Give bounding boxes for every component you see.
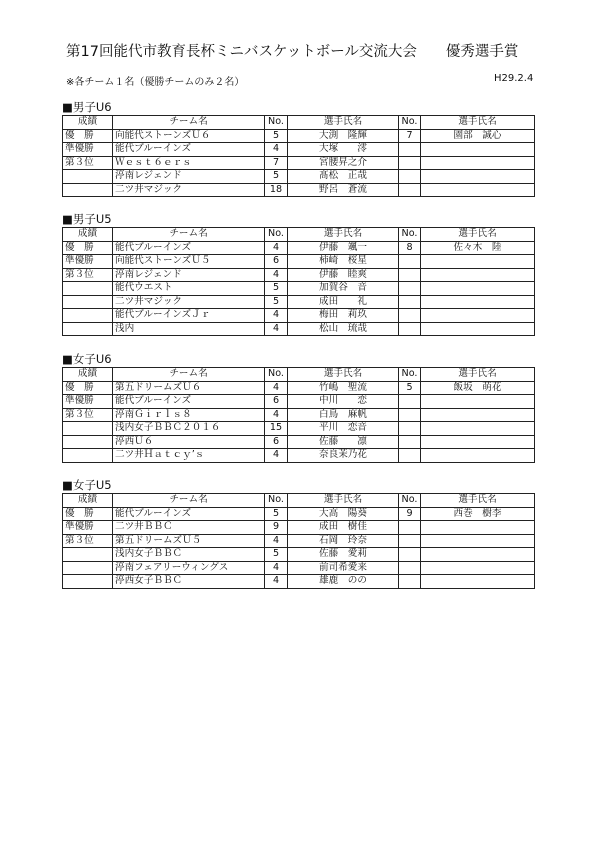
number-cell: 5 [265, 129, 288, 143]
number2-cell [399, 395, 421, 409]
number-cell: 6 [265, 395, 288, 409]
no2-header: No. [399, 368, 421, 382]
number-cell: 5 [265, 170, 288, 184]
team-cell: 浅内女子ＢＢＣ２０１６ [113, 422, 265, 436]
rank-header: 成績 [63, 368, 113, 382]
player2-cell [421, 561, 535, 575]
table-row [63, 521, 535, 535]
event-date: H29.2.4 [494, 73, 534, 84]
section-boys-u5 [62, 212, 535, 336]
number2-cell: 7 [399, 129, 421, 143]
team-cell: 渟南レジェンド [113, 170, 265, 184]
number2-cell [399, 170, 421, 184]
table-row [63, 561, 535, 575]
number-cell: 4 [265, 322, 288, 336]
rank-cell: 第３位 [63, 156, 113, 170]
award-table [62, 367, 535, 463]
player-header: 選手氏名 [288, 228, 399, 242]
player2-cell [421, 548, 535, 562]
player2-cell: 佐々木 陸 [421, 241, 535, 255]
team-cell: 第五ドリームズＵ５ [113, 534, 265, 548]
table-row [63, 507, 535, 521]
number-cell: 4 [265, 381, 288, 395]
rank-cell: 優 勝 [63, 129, 113, 143]
number-cell: 5 [265, 295, 288, 309]
no-header: No. [265, 494, 288, 508]
player2-cell: 園部 誠心 [421, 129, 535, 143]
section-heading: ■女子U6 [62, 352, 112, 366]
rank-cell [63, 449, 113, 463]
table-row [63, 395, 535, 409]
no2-header: No. [399, 116, 421, 130]
no2-header: No. [399, 494, 421, 508]
player2-cell [421, 156, 535, 170]
rank-cell: 準優勝 [63, 255, 113, 269]
number-cell: 4 [265, 575, 288, 589]
section-heading: ■男子U5 [62, 212, 112, 226]
team-cell: 能代ブルーインズＪｒ [113, 309, 265, 323]
rank-cell [63, 322, 113, 336]
number-cell: 4 [265, 534, 288, 548]
player-cell: 野呂 蒼流 [288, 183, 399, 197]
number2-cell [399, 575, 421, 589]
player2-cell [421, 309, 535, 323]
player2-cell [421, 422, 535, 436]
number-cell: 4 [265, 268, 288, 282]
rank-header: 成績 [63, 228, 113, 242]
rank-cell: 優 勝 [63, 241, 113, 255]
player-cell: 白鳥 麻帆 [288, 408, 399, 422]
number2-cell [399, 143, 421, 157]
player-cell: 伊藤 睦爽 [288, 268, 399, 282]
rank-cell [63, 561, 113, 575]
number2-cell [399, 561, 421, 575]
table-row [63, 408, 535, 422]
team-cell: 渟南Ｇｉｒｌｓ８ [113, 408, 265, 422]
player-cell: 大塚 澪 [288, 143, 399, 157]
table-row [63, 309, 535, 323]
player-cell: 中川 恋 [288, 395, 399, 409]
team-cell: 能代ブルーインズ [113, 507, 265, 521]
team-cell: 渟南レジェンド [113, 268, 265, 282]
number-cell: 15 [265, 422, 288, 436]
player-cell: 成田 樹佳 [288, 521, 399, 535]
number2-cell: 5 [399, 381, 421, 395]
number2-cell [399, 521, 421, 535]
table-row [63, 143, 535, 157]
table-row [63, 156, 535, 170]
section-girls-u5 [62, 478, 535, 589]
player2-cell: 西巻 樹李 [421, 507, 535, 521]
table-row [63, 295, 535, 309]
table-row [63, 322, 535, 336]
team-cell: 向能代ストーンズＵ５ [113, 255, 265, 269]
page-title: 第17回能代市教育長杯ミニバスケットボール交流大会 優秀選手賞 [66, 44, 519, 60]
rank-cell [63, 575, 113, 589]
player2-cell [421, 395, 535, 409]
rank-header: 成績 [63, 494, 113, 508]
table-row [63, 575, 535, 589]
team-header: チーム名 [113, 116, 265, 130]
rank-cell: 第３位 [63, 534, 113, 548]
table-row [63, 183, 535, 197]
number2-cell [399, 255, 421, 269]
player-cell: 佐藤 愛莉 [288, 548, 399, 562]
table-header-row [63, 494, 535, 508]
team-header: チーム名 [113, 228, 265, 242]
player-header: 選手氏名 [288, 116, 399, 130]
number-cell: 4 [265, 561, 288, 575]
team-header: チーム名 [113, 368, 265, 382]
rank-cell: 第３位 [63, 268, 113, 282]
player2-cell [421, 295, 535, 309]
player-header: 選手氏名 [288, 494, 399, 508]
player2-cell [421, 170, 535, 184]
table-row [63, 435, 535, 449]
number2-cell [399, 322, 421, 336]
number2-cell [399, 183, 421, 197]
award-note: ※各チーム１名（優勝チームのみ２名） [66, 77, 245, 88]
player-cell: 雄鹿 のの [288, 575, 399, 589]
rank-cell [63, 422, 113, 436]
rank-cell [63, 282, 113, 296]
player2-cell: 飯坂 萌花 [421, 381, 535, 395]
number-cell: 7 [265, 156, 288, 170]
rank-cell [63, 309, 113, 323]
player-cell: 平川 恋音 [288, 422, 399, 436]
team-cell: Ｗｅｓｔ６ｅｒｓ [113, 156, 265, 170]
number2-cell [399, 548, 421, 562]
player2-cell [421, 521, 535, 535]
section-girls-u6 [62, 352, 535, 463]
number-cell: 5 [265, 548, 288, 562]
number2-cell [399, 156, 421, 170]
number-cell: 4 [265, 241, 288, 255]
team-cell: 渟西女子ＢＢＣ [113, 575, 265, 589]
player-cell: 柿崎 桜星 [288, 255, 399, 269]
number2-cell [399, 435, 421, 449]
table-row [63, 255, 535, 269]
player-cell: 竹嶋 聖流 [288, 381, 399, 395]
player-cell: 大高 陽葵 [288, 507, 399, 521]
number2-cell [399, 449, 421, 463]
player-cell: 大渕 隆輝 [288, 129, 399, 143]
team-cell: 能代ブルーインズ [113, 143, 265, 157]
team-header: チーム名 [113, 494, 265, 508]
player-cell: 前司希愛来 [288, 561, 399, 575]
number2-cell: 8 [399, 241, 421, 255]
table-header-row [63, 228, 535, 242]
team-cell: 能代ブルーインズ [113, 241, 265, 255]
rank-cell: 第３位 [63, 408, 113, 422]
number2-cell [399, 268, 421, 282]
section-boys-u6 [62, 100, 535, 197]
number-cell: 5 [265, 507, 288, 521]
section-heading: ■女子U5 [62, 478, 112, 492]
player2-header: 選手氏名 [421, 116, 535, 130]
rank-cell: 優 勝 [63, 381, 113, 395]
table-row [63, 548, 535, 562]
player2-cell [421, 449, 535, 463]
table-row [63, 241, 535, 255]
number-cell: 18 [265, 183, 288, 197]
no-header: No. [265, 116, 288, 130]
table-row [63, 268, 535, 282]
rank-cell [63, 435, 113, 449]
team-cell: 第五ドリームズＵ６ [113, 381, 265, 395]
number2-cell [399, 309, 421, 323]
player2-header: 選手氏名 [421, 228, 535, 242]
table-row [63, 381, 535, 395]
team-cell: 能代ウエスト [113, 282, 265, 296]
no2-header: No. [399, 228, 421, 242]
rank-cell [63, 183, 113, 197]
player-header: 選手氏名 [288, 368, 399, 382]
award-table [62, 115, 535, 197]
team-cell: 浅内 [113, 322, 265, 336]
player-cell: 奈良茉乃花 [288, 449, 399, 463]
team-cell: 能代ブルーインズ [113, 395, 265, 409]
award-table [62, 493, 535, 589]
no-header: No. [265, 368, 288, 382]
rank-header: 成績 [63, 116, 113, 130]
player2-cell [421, 534, 535, 548]
number-cell: 4 [265, 143, 288, 157]
player-cell: 加賀谷 音 [288, 282, 399, 296]
section-heading: ■男子U6 [62, 100, 112, 114]
player-cell: 松山 琉哉 [288, 322, 399, 336]
team-cell: 向能代ストーンズＵ６ [113, 129, 265, 143]
number-cell: 4 [265, 449, 288, 463]
player2-cell [421, 255, 535, 269]
team-cell: 二ツ井マジック [113, 183, 265, 197]
number-cell: 6 [265, 435, 288, 449]
rank-cell [63, 548, 113, 562]
player2-cell [421, 268, 535, 282]
number-cell: 5 [265, 282, 288, 296]
player2-cell [421, 435, 535, 449]
number2-cell [399, 295, 421, 309]
rank-cell: 優 勝 [63, 507, 113, 521]
number2-cell [399, 282, 421, 296]
award-table [62, 227, 535, 336]
player2-cell [421, 322, 535, 336]
no-header: No. [265, 228, 288, 242]
rank-cell: 準優勝 [63, 521, 113, 535]
number-cell: 4 [265, 408, 288, 422]
player-cell: 宮腰昇之介 [288, 156, 399, 170]
table-header-row [63, 368, 535, 382]
player-cell: 成田 礼 [288, 295, 399, 309]
player-cell: 石岡 玲奈 [288, 534, 399, 548]
team-cell: 二ツ井ＢＢＣ [113, 521, 265, 535]
player2-cell [421, 282, 535, 296]
table-row [63, 282, 535, 296]
player-cell: 梅田 莉玖 [288, 309, 399, 323]
team-cell: 二ツ井Ｈａｔｃｙ’ｓ [113, 449, 265, 463]
table-row [63, 170, 535, 184]
player2-cell [421, 143, 535, 157]
table-header-row [63, 116, 535, 130]
table-row [63, 534, 535, 548]
player2-cell [421, 183, 535, 197]
player2-cell [421, 408, 535, 422]
number2-cell [399, 422, 421, 436]
number-cell: 4 [265, 309, 288, 323]
player2-header: 選手氏名 [421, 494, 535, 508]
team-cell: 浅内女子ＢＢＣ [113, 548, 265, 562]
player2-header: 選手氏名 [421, 368, 535, 382]
rank-cell: 準優勝 [63, 143, 113, 157]
rank-cell [63, 170, 113, 184]
player-cell: 佐藤 凛 [288, 435, 399, 449]
team-cell: 二ツ井マジック [113, 295, 265, 309]
table-row [63, 422, 535, 436]
table-row [63, 129, 535, 143]
player-cell: 伊藤 颯一 [288, 241, 399, 255]
rank-cell: 準優勝 [63, 395, 113, 409]
rank-cell [63, 295, 113, 309]
number-cell: 6 [265, 255, 288, 269]
number2-cell: 9 [399, 507, 421, 521]
player-cell: 髙松 正哉 [288, 170, 399, 184]
table-row [63, 449, 535, 463]
number-cell: 9 [265, 521, 288, 535]
team-cell: 渟南フェアリーウィングス [113, 561, 265, 575]
team-cell: 渟西Ｕ６ [113, 435, 265, 449]
number2-cell [399, 534, 421, 548]
player2-cell [421, 575, 535, 589]
number2-cell [399, 408, 421, 422]
